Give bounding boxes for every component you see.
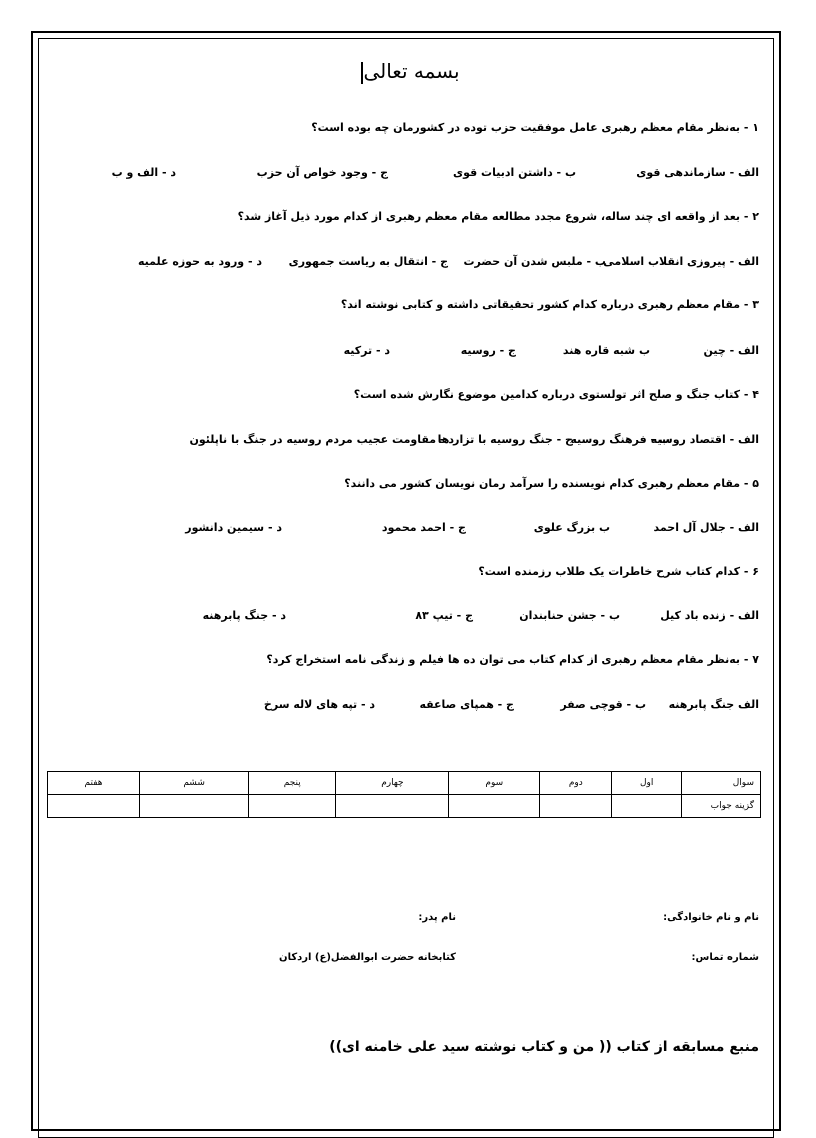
q1-option-d: د - الف و ب bbox=[111, 166, 176, 179]
question-7: ۷ - به‌نظر مقام معظم رهبری از کدام کتاب می توان ده ها فیلم و زندگی نامه استخراج کرد؟ bbox=[266, 653, 759, 666]
question-6: ۶ - کدام کتاب شرح خاطرات یک طلاب رزمنده است؟ bbox=[478, 565, 759, 578]
answer-cell[interactable] bbox=[612, 795, 682, 818]
answer-cell[interactable] bbox=[449, 795, 540, 818]
q4-option-d: د - مقاومت عجیب مردم روسیه در جنگ با ناپلئون bbox=[189, 433, 454, 446]
source-note: منبع مسابقه از کتاب (( من و کتاب نوشته سید علی خامنه ای)) bbox=[329, 1039, 759, 1055]
q2-option-a: الف - پیروزی انقلاب اسلامی bbox=[603, 255, 759, 268]
q7-option-d: د - تپه های لاله سرخ bbox=[263, 698, 375, 711]
answer-table-header: پنجم bbox=[249, 772, 336, 795]
answer-table bbox=[47, 771, 761, 818]
q1-option-c: ج - وجود خواص آن حزب bbox=[256, 166, 388, 179]
q4-option-c: ج - جنگ روسیه با تزار ها bbox=[437, 433, 573, 446]
q6-option-a: الف - زنده باد کیل bbox=[660, 609, 759, 622]
answer-table-header: سوال bbox=[682, 772, 761, 795]
q2-option-b: ب - ملبس شدن آن حضرت bbox=[463, 255, 606, 268]
q3-option-c: ج - روسیه bbox=[460, 344, 516, 357]
q4-option-b: ب - فرهنگ روسیه bbox=[570, 433, 670, 446]
q5-option-c: ج - احمد محمود bbox=[381, 521, 466, 534]
q5-option-b: ب بزرگ علوی bbox=[533, 521, 610, 534]
q6-option-b: ب - جشن حنابندان bbox=[519, 609, 620, 622]
answer-table-answer-row bbox=[48, 795, 761, 818]
page-border-inner bbox=[38, 38, 774, 1138]
answer-cell[interactable] bbox=[140, 795, 249, 818]
q1-option-b: ب - داشتن ادبیات قوی bbox=[453, 166, 576, 179]
phone-label: شماره تماس: bbox=[691, 952, 759, 963]
q7-option-c: ج - همپای صاعقه bbox=[419, 698, 514, 711]
answer-cell[interactable] bbox=[540, 795, 612, 818]
q2-option-d: د - ورود به حوزه علمیه bbox=[137, 255, 262, 268]
question-2: ۲ - بعد از واقعه ای چند ساله، شروع مجدد مطالعه مقام معظم رهبری از کدام مورد ذیل آغاز شد؟ bbox=[237, 210, 759, 223]
answer-table-header-row bbox=[48, 772, 761, 795]
answer-table-header: اول bbox=[612, 772, 682, 795]
q7-option-b: ب - قوچی صفر bbox=[560, 698, 646, 711]
library-name: کتابخانه حضرت ابوالفضل(ع) اردکان bbox=[279, 952, 456, 963]
q3-option-b: ب شبه قاره هند bbox=[562, 344, 650, 357]
q3-option-d: د - ترکیه bbox=[343, 344, 390, 357]
q1-option-a: الف - سازماندهی قوی bbox=[636, 166, 759, 179]
q5-option-d: د - سیمین دانشور bbox=[185, 521, 282, 534]
q6-option-c: ج - تیپ ۸۳ bbox=[415, 609, 473, 622]
question-1: ۱ - به‌نظر مقام معظم رهبری عامل موفقیت حزب توده در کشورمان چه بوده است؟ bbox=[311, 121, 759, 134]
q7-option-a: الف جنگ پابرهنه bbox=[668, 698, 759, 711]
q6-option-d: د - جنگ پابرهنه bbox=[202, 609, 286, 622]
answer-table-header: هفتم bbox=[48, 772, 140, 795]
answer-row-label: گزینه جواب bbox=[682, 795, 761, 818]
answer-table-header: سوم bbox=[449, 772, 540, 795]
name-label: نام و نام خانوادگی: bbox=[663, 912, 759, 923]
answer-table-header: دوم bbox=[540, 772, 612, 795]
father-name-label: نام پدر: bbox=[418, 912, 456, 923]
q2-option-c: ج - انتقال به ریاست جمهوری bbox=[288, 255, 448, 268]
answer-table-header: چهارم bbox=[336, 772, 449, 795]
q3-option-a: الف - چین bbox=[703, 344, 759, 357]
question-5: ۵ - مقام معظم رهبری کدام نویسنده را سرآمد رمان نویسان کشور می دانند؟ bbox=[344, 477, 759, 490]
page-title: بسمه تعالی bbox=[363, 59, 460, 83]
answer-cell[interactable] bbox=[336, 795, 449, 818]
answer-table-header: ششم bbox=[140, 772, 249, 795]
q4-option-a: الف - اقتصاد روسیه bbox=[650, 433, 759, 446]
question-4: ۴ - کتاب جنگ و صلح اثر تولستوی درباره کدامین موضوع نگارش شده است؟ bbox=[353, 388, 759, 401]
answer-cell[interactable] bbox=[48, 795, 140, 818]
q5-option-a: الف - جلال آل احمد bbox=[653, 521, 759, 534]
question-3: ۳ - مقام معظم رهبری درباره کدام کشور تحقیقاتی داشته و کتابی نوشته اند؟ bbox=[340, 298, 759, 311]
answer-cell[interactable] bbox=[249, 795, 336, 818]
